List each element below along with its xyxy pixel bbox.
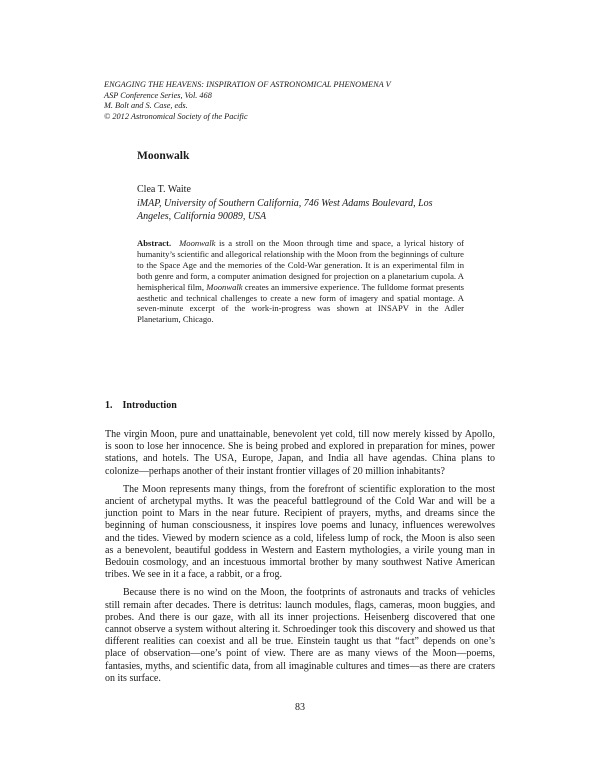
author-affiliation: iMAP, University of Southern California, 746 West Adams Boulevard, Los Angeles, California 90089, USA [137,198,433,222]
abstract [137,238,464,325]
copyright: © 2012 Astronomical Society of the Pacific [104,111,248,121]
editors: M. Bolt and S. Case, eds. [104,101,188,110]
conference-header [104,80,391,122]
section-number: 1. [105,400,113,411]
proceedings-title: ENGAGING THE HEAVENS: INSPIRATION OF ASTRONOMICAL PHENOMENA V [104,80,391,89]
section-title: Introduction [122,400,177,411]
paragraph: The Moon represents many things, from the forefront of scientific exploration to the most ancient of archetypal myths. It was the peaceful battleground of the Cold War and will be a junction point to Mars in the near future. Recipient of prayers, myths, and dreams since the beginning of human consciousness, it inspires love poems and lunacy, influences werewolves and the tides. Viewed by modern science as a cold, lifeless lump of rock, the Moon is also seen as a benevolent, beautiful goddess in Western and Eastern mythologies, a virile young man in Bedouin cosmology, and an incestuous immortal brother by many southwest Native American tribes. We see in it a face, a rabbit, or a frog. [105,483,495,581]
paper-title: Moonwalk [137,150,190,162]
abstract-text-part1: is a stroll on the Moon through time and space, a lyrical history of humanity’s scientific and allegorical relationship with the Moon from the beginnings of culture to the Space Age and the memories of the Cold-War generation. It is an experimental film in both genre and form, a computer animation designed for projection on a planetarium cupola. A hemispherical film, [137,238,464,292]
series-volume: ASP Conference Series, Vol. 468 [104,90,212,100]
abstract-text-part2: creates an immersive experience. The fulldome format presents aesthetic and technical challenges to create a new form of imagery and spatial montage. A seven-minute excerpt of the work-in-progress was shown at INSAPV in the Adler Planetarium, Chicago. [137,281,464,325]
author-name: Clea T. Waite [137,184,191,195]
section-body [105,429,495,691]
page-number: 83 [295,702,305,713]
paragraph: Because there is no wind on the Moon, the footprints of astronauts and tracks of vehicles still remain after decades. There is detritus: launch modules, flags, cameras, moon buggies, and probes. And there is our gaze, with all its inner projections. Heisenberg discovered that one cannot observe a system without altering it. Schroedinger took this discovery and showed us that different realities can coexist and all be true. Einstein taught us that “fact” depends on one’s place of observation—one’s point of view. There are as many views of the Moon—poems, fantasies, myths, and scientific data, from all imaginable cultures and times—as there are craters on its surface. [105,587,495,684]
abstract-film-title-2: Moonwalk [206,281,243,292]
abstract-film-title: Moonwalk [179,238,216,248]
abstract-label: Abstract. [137,238,172,248]
section-heading [105,400,177,411]
paragraph: The virgin Moon, pure and unattainable, benevolent yet cold, till now merely kissed by Apollo, is soon to lose her innocence. She is being probed and explored in preparation for mines, power stations, and hotels. The USA, Europe, Japan, and India all have agendas. China plans to colonize—perhaps another of their instant frontier villages of 20 million inhabitants? [105,429,495,477]
